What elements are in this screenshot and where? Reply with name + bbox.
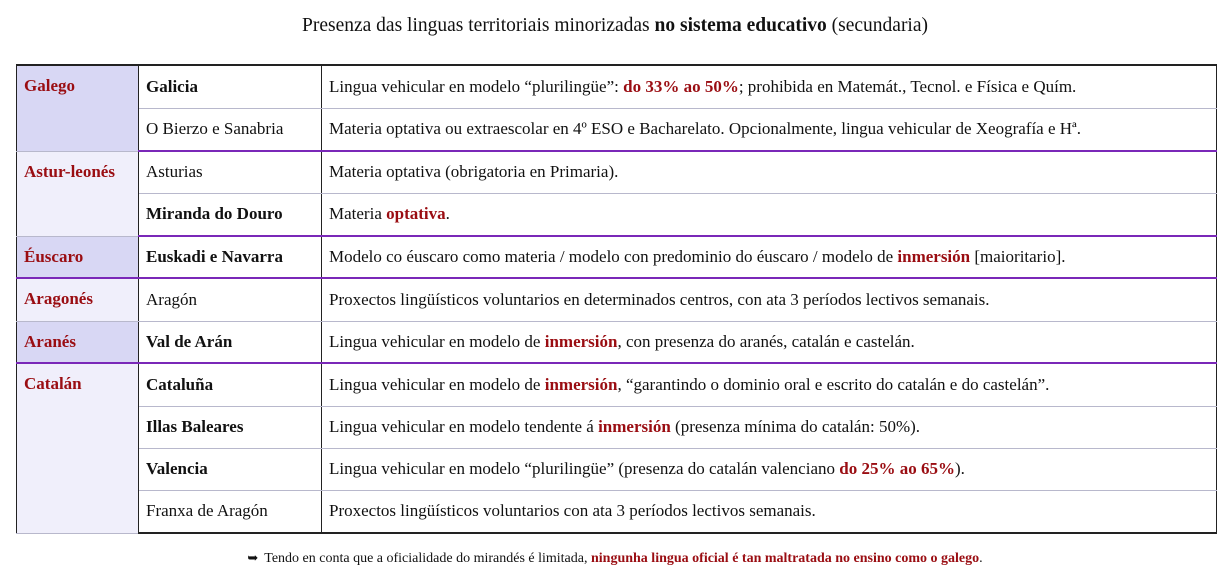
region-cell: O Bierzo e Sanabria <box>139 108 322 151</box>
desc-cell: Lingua vehicular en modelo de inmersión, “garantindo o dominio oral e escrito do catalán e do castelán”. <box>322 363 1217 406</box>
lang-galego: Galego <box>17 65 139 151</box>
region-cell: Euskadi e Navarra <box>139 236 322 278</box>
education-table <box>16 64 1217 534</box>
desc-cell: Lingua vehicular en modelo tendente á inmersión (presenza mínima do catalán: 50%). <box>322 406 1217 448</box>
region-cell: Franxa de Aragón <box>139 490 322 533</box>
region-cell: Cataluña <box>139 363 322 406</box>
lang-catalan: Catalán <box>17 363 139 533</box>
region-cell: Illas Baleares <box>139 406 322 448</box>
table-row <box>17 490 1217 533</box>
table-row <box>17 193 1217 236</box>
arrow-icon: ➥ <box>247 550 259 565</box>
desc-cell: Lingua vehicular en modelo de inmersión, con presenza do aranés, catalán e castelán. <box>322 321 1217 363</box>
table-row <box>17 363 1217 406</box>
lang-aranes: Aranés <box>17 321 139 363</box>
desc-cell: Materia optativa ou extraescolar en 4º ESO e Bacharelato. Opcionalmente, lingua vehicular de Xeografía e Hª. <box>322 108 1217 151</box>
table-row <box>17 151 1217 193</box>
page-title <box>0 15 1230 37</box>
desc-cell: Proxectos lingüísticos voluntarios en determinados centros, con ata 3 períodos lectivos semanais. <box>322 278 1217 321</box>
desc-cell: Lingua vehicular en modelo “plurilingüe” (presenza do catalán valenciano do 25% ao 65%). <box>322 448 1217 490</box>
table-row <box>17 448 1217 490</box>
desc-cell: Proxectos lingüísticos voluntarios con ata 3 períodos lectivos semanais. <box>322 490 1217 533</box>
title-part1: Presenza das linguas territoriais minorizadas <box>302 15 655 36</box>
region-cell: Valencia <box>139 448 322 490</box>
table-row <box>17 108 1217 151</box>
footer-note <box>0 550 1230 567</box>
title-bold: no sistema educativo <box>654 15 827 36</box>
table-row <box>17 236 1217 278</box>
table-row <box>17 278 1217 321</box>
region-cell: Aragón <box>139 278 322 321</box>
desc-cell: Lingua vehicular en modelo “plurilingüe”: do 33% ao 50%; prohibida en Matemát., Tecnol. e Física e Quím. <box>322 65 1217 108</box>
region-cell: Miranda do Douro <box>139 193 322 236</box>
lang-euscaro: Éuscaro <box>17 236 139 278</box>
footer-text: Tendo en conta que a oficialidade do mirandés é limitada, <box>264 551 591 566</box>
region-cell: Galicia <box>139 65 322 108</box>
desc-cell: Materia optativa. <box>322 193 1217 236</box>
lang-aragones: Aragonés <box>17 278 139 321</box>
region-cell: Asturias <box>139 151 322 193</box>
table-row <box>17 65 1217 108</box>
title-part2: (secundaria) <box>826 15 928 36</box>
footer-highlight: ningunha lingua oficial é tan maltratada no ensino como o galego <box>590 551 980 566</box>
lang-astur-leones: Astur-leonés <box>17 151 139 236</box>
desc-cell: Modelo co éuscaro como materia / modelo con predominio do éuscaro / modelo de inmersión [maioritario]. <box>322 236 1217 278</box>
region-cell: Val de Arán <box>139 321 322 363</box>
footer-end: . <box>979 551 983 566</box>
table-row <box>17 406 1217 448</box>
table-row <box>17 321 1217 363</box>
desc-cell: Materia optativa (obrigatoria en Primaria). <box>322 151 1217 193</box>
